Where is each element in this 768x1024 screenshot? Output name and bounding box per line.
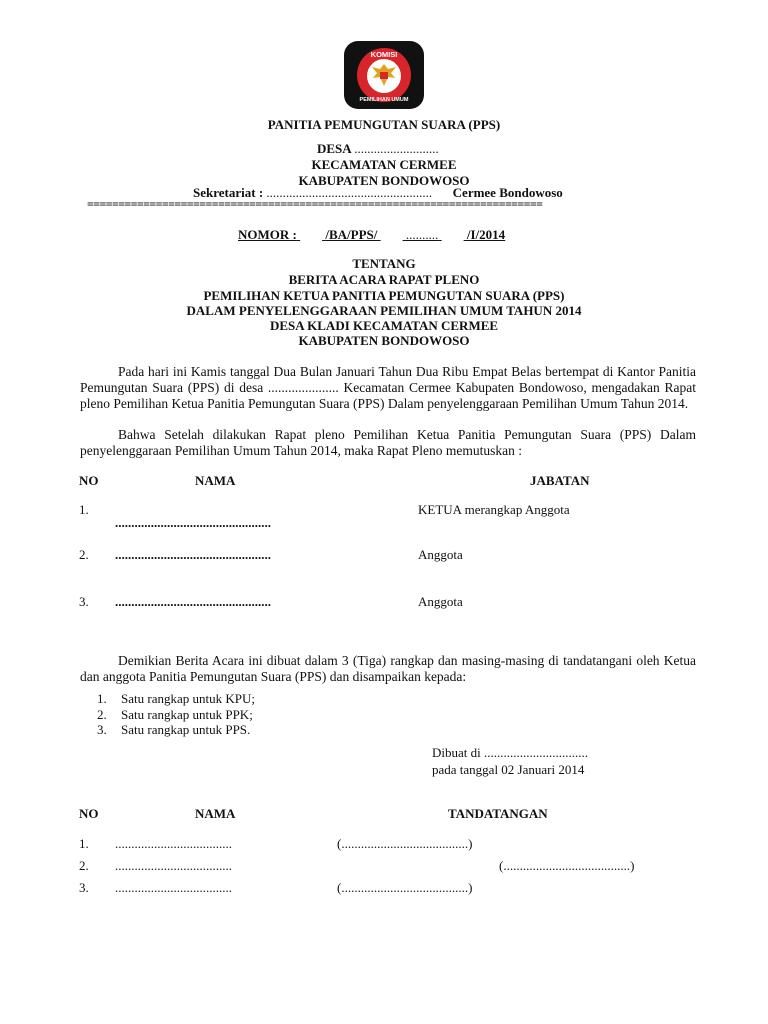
list-item-3-text: Satu rangkap untuk PPS. bbox=[121, 722, 251, 737]
table2-row-2-nama: .................................... bbox=[115, 858, 232, 873]
desa-line bbox=[317, 141, 439, 157]
closing-paragraph: Demikian Berita Acara ini dibuat dalam 3 (Tiga) rangkap dan masing-masing di tandatangani oleh Ketua dan anggota Panitia Pemungutan Suara (PPS) dan disampaikan kepada: bbox=[80, 653, 696, 684]
table1-row-3-nama: ................................................ bbox=[115, 594, 271, 609]
title-line-6: KABUPATEN BONDOWOSO bbox=[298, 333, 470, 348]
separator: ========================================================================= bbox=[87, 197, 543, 211]
committee-name: PANITIA PEMUNGUTAN SUARA (PPS) bbox=[267, 117, 501, 132]
logo-top-text: KOMISI bbox=[370, 50, 398, 59]
title-line-3: PEMILIHAN KETUA PANITIA PEMUNGUTAN SUARA (PPS) bbox=[203, 288, 565, 303]
list-item-1-text: Satu rangkap untuk KPU; bbox=[121, 691, 255, 706]
list-item-2-text: Satu rangkap untuk PPK; bbox=[121, 707, 253, 722]
table2-header-nama: NAMA bbox=[195, 806, 236, 821]
garuda-shield-icon bbox=[380, 72, 388, 79]
table2-row-3-no: 3. bbox=[79, 880, 89, 895]
table2-header-no: NO bbox=[79, 806, 99, 821]
table2-row-3-nama: .................................... bbox=[115, 880, 232, 895]
list-item-2-num: 2. bbox=[97, 707, 107, 722]
dibuat-di: Dibuat di ................................ bbox=[432, 745, 588, 760]
kecamatan: KECAMATAN CERMEE bbox=[311, 157, 457, 172]
desa-dots: .......................... bbox=[354, 141, 439, 156]
table1-row-3-jabatan: Anggota bbox=[418, 594, 463, 609]
table1-header-no: NO bbox=[79, 473, 99, 488]
title-line-1: TENTANG bbox=[352, 256, 416, 271]
table1-row-2-jabatan: Anggota bbox=[418, 547, 463, 562]
table2-row-2-no: 2. bbox=[79, 858, 89, 873]
table1-row-1-jabatan: KETUA merangkap Anggota bbox=[418, 502, 570, 517]
body-paragraph-1: Pada hari ini Kamis tanggal Dua Bulan Januari Tahun Dua Ribu Empat Belas bertempat di Kantor Panitia Pemungutan Suara (PPS) di desa ..................... Kecamatan Cermee Kabupaten Bondowoso, mengadakan Rapat pleno Pemilihan Ketua Panitia Pemungutan Suara (PPS) Dalam penyelenggaraan Pemilihan Umum Tahun 2014. bbox=[80, 364, 696, 411]
desa-label: DESA bbox=[317, 141, 351, 156]
nomor-dots: .......... bbox=[405, 227, 439, 242]
kabupaten: KABUPATEN BONDOWOSO bbox=[298, 173, 470, 188]
nomor-code: /BA/PPS/ bbox=[325, 227, 378, 242]
sekretariat-dots: ................................................... bbox=[266, 185, 433, 200]
table1-row-1-no: 1. bbox=[79, 502, 89, 517]
list-item-3-num: 3. bbox=[97, 722, 107, 737]
table2-row-1-nama: .................................... bbox=[115, 836, 232, 851]
table2-row-3-ttd: (.......................................) bbox=[337, 880, 473, 895]
pada-tanggal: pada tanggal 02 Januari 2014 bbox=[432, 762, 585, 777]
table2-row-2-ttd: (.......................................) bbox=[499, 858, 635, 873]
body-paragraph-2: Bahwa Setelah dilakukan Rapat pleno Pemilihan Ketua Panitia Pemungutan Suara (PPS) Dalam penyelenggaraan Pemilihan Umum Tahun 2014, maka Rapat Pleno memutuskan : bbox=[80, 427, 696, 458]
table1-header-jabatan: JABATAN bbox=[530, 473, 590, 488]
logo-bottom-text: PEMILIHAN UMUM bbox=[359, 97, 409, 103]
table1-row-2-no: 2. bbox=[79, 547, 89, 562]
sekretariat-label: Sekretariat : bbox=[193, 185, 264, 200]
table2-row-1-no: 1. bbox=[79, 836, 89, 851]
nomor-label: NOMOR : bbox=[238, 227, 297, 242]
table2-header-ttd: TANDATANGAN bbox=[448, 806, 548, 821]
sekretariat-place: Cermee Bondowoso bbox=[452, 185, 563, 200]
kpu-logo bbox=[343, 40, 425, 110]
title-line-5: DESA KLADI KECAMATAN CERMEE bbox=[269, 318, 499, 333]
table1-row-1-nama: ................................................ bbox=[115, 515, 271, 530]
nomor-line bbox=[238, 227, 505, 243]
table1-header-nama: NAMA bbox=[195, 473, 236, 488]
table2-row-1-ttd: (.......................................) bbox=[337, 836, 473, 851]
nomor-suffix: /I/2014 bbox=[466, 227, 506, 242]
title-line-4: DALAM PENYELENGGARAAN PEMILIHAN UMUM TAHUN 2014 bbox=[186, 303, 582, 318]
table1-row-3-no: 3. bbox=[79, 594, 89, 609]
list-item-1-num: 1. bbox=[97, 691, 107, 706]
table1-row-2-nama: ................................................ bbox=[115, 547, 271, 562]
title-line-2: BERITA ACARA RAPAT PLENO bbox=[288, 272, 480, 287]
